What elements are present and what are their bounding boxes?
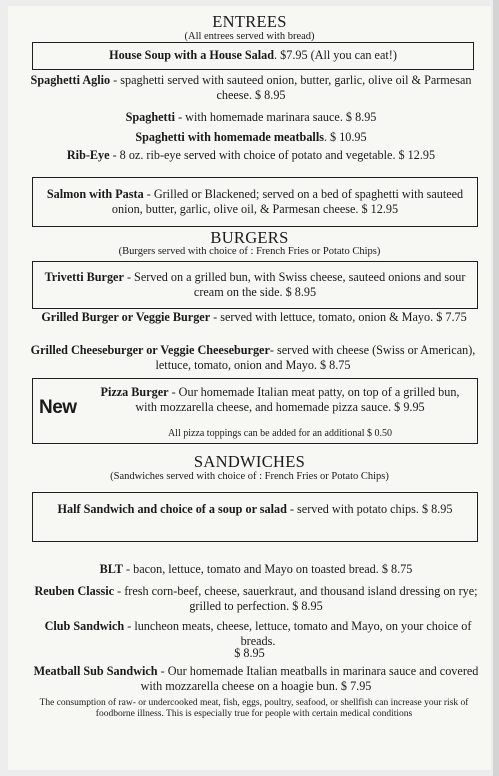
- club-price: $ 8.95: [234, 646, 265, 660]
- cheeseburger-name: Grilled Cheeseburger or Veggie Cheeseburger: [30, 343, 270, 357]
- burgers-note: (Burgers served with choice of : French Fries or Potato Chips): [118, 246, 381, 257]
- trivetti-desc: - Served on a grilled bun, with Swiss cheese, sauteed onions and sour cream on the side. $ 8.95: [123, 270, 466, 299]
- club-item: [38, 619, 478, 648]
- cheeseburger-desc: - served with cheese (Swiss or American), lettuce, tomato, onion and Mayo. $ 8.75: [155, 343, 476, 372]
- pizza-burger-desc: - Our homemade Italian meat patty, on top of a grilled bun, with mozzarella cheese, and homemade pizza sauce. $ 9.95: [135, 385, 460, 414]
- menu-page: [8, 6, 491, 770]
- entrees-title: ENTREES: [212, 12, 287, 31]
- spaghetti-aglio-item: [26, 73, 476, 102]
- pizza-burger-box: [32, 378, 478, 444]
- pizza-burger-name: Pizza Burger: [100, 385, 169, 399]
- blt-desc: - bacon, lettuce, tomato and Mayo on toasted bread. $ 8.75: [122, 562, 413, 576]
- meatball-item: [26, 664, 486, 693]
- sandwiches-title: SANDWICHES: [193, 452, 306, 471]
- salmon-desc: - Grilled or Blackened; served on a bed of spaghetti with sauteed onion, butter, garlic, olive oil, & Parmesan cheese. $ 12.95: [111, 187, 464, 216]
- spaghetti-item: [26, 110, 476, 125]
- reuben-item: [26, 584, 486, 613]
- entrees-note: (All entrees served with bread): [184, 31, 315, 42]
- salmon-box: [32, 177, 478, 227]
- half-sandwich-name: Half Sandwich and choice of a soup or salad: [57, 502, 287, 516]
- spaghetti-meatballs-desc: . $ 10.95: [323, 130, 367, 144]
- ribeye-item: [26, 148, 476, 163]
- spaghetti-meatballs-item: [26, 130, 476, 145]
- burgers-title: BURGERS: [210, 228, 289, 247]
- ribeye-name: Rib-Eye: [66, 148, 110, 162]
- club-desc: - luncheon meats, cheese, lettuce, tomato and Mayo, on your choice of breads.: [124, 619, 472, 648]
- blt-name: BLT: [99, 562, 123, 576]
- meatball-desc: - Our homemade Italian meatballs in marinara sauce and covered with mozzarella cheese on a hoagie bun. $ 7.95: [140, 664, 479, 693]
- house-soup-rest: . $7.95 (All you can eat!): [274, 48, 397, 62]
- spaghetti-desc: - with homemade marinara sauce. $ 8.95: [175, 110, 377, 124]
- reuben-desc: - fresh corn-beef, cheese, sauerkraut, and thousand island dressing on rye; grilled to perfection. $ 8.95: [114, 584, 478, 613]
- house-soup-box: [32, 42, 474, 70]
- spaghetti-name: Spaghetti: [125, 110, 176, 124]
- reuben-name: Reuben Classic: [34, 584, 115, 598]
- ribeye-desc: - 8 oz. rib-eye served with choice of potato and vegetable. $ 12.95: [109, 148, 436, 162]
- spaghetti-meatballs-name: Spaghetti with homemade meatballs: [135, 130, 324, 144]
- trivetti-box: [32, 261, 478, 309]
- foodborne-disclaimer: The consumption of raw- or undercooked meat, fish, eggs, poultry, seafood, or shellfish can increase your risk of foodborne illness. This is especially true for people with certain medical conditions: [39, 698, 469, 719]
- cheeseburger-item: [22, 343, 484, 372]
- salmon-name: Salmon with Pasta: [46, 187, 144, 201]
- grilled-burger-desc: - served with lettuce, tomato, onion & Mayo. $ 7.75: [210, 310, 467, 324]
- grilled-burger-item: [26, 310, 482, 325]
- club-name: Club Sandwich: [44, 619, 125, 633]
- pizza-toppings-note: All pizza toppings can be added for an additional $ 0.50: [167, 428, 393, 439]
- house-soup-name: House Soup with a House Salad: [109, 48, 275, 62]
- grilled-burger-name: Grilled Burger or Veggie Burger: [41, 310, 211, 324]
- blt-item: [26, 562, 486, 577]
- half-sandwich-desc: - served with potato chips. $ 8.95: [286, 502, 453, 516]
- meatball-name: Meatball Sub Sandwich: [33, 664, 158, 678]
- spaghetti-aglio-desc: - spaghetti served with sauteed onion, butter, garlic, olive oil & Parmesan cheese. $ 8.95: [110, 73, 472, 102]
- trivetti-name: Trivetti Burger: [44, 270, 124, 284]
- spaghetti-aglio-name: Spaghetti Aglio: [30, 73, 111, 87]
- half-sandwich-box: [32, 492, 478, 542]
- page-edge-shadow: [493, 0, 499, 776]
- sandwiches-note: (Sandwiches served with choice of : French Fries or Potato Chips): [110, 471, 389, 482]
- new-badge: New: [39, 397, 77, 418]
